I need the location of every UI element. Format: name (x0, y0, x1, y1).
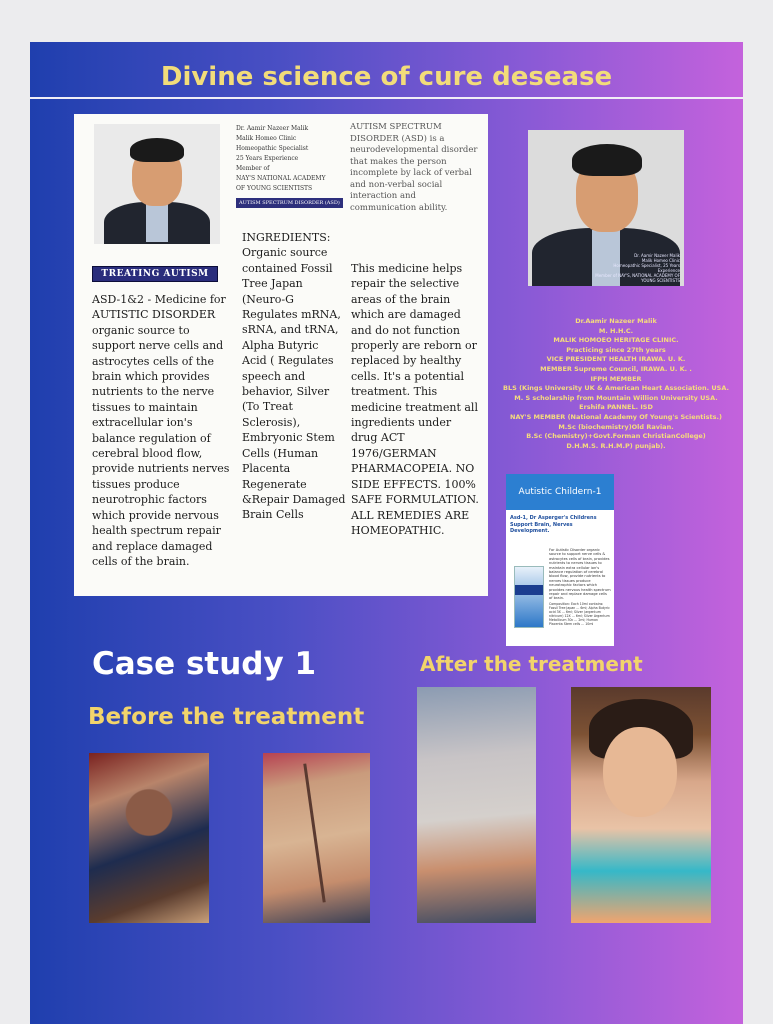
poster (30, 42, 743, 1024)
asd-definition: AUTISM SPECTRUM DISORDER (ASD) is a neurodevelopmental disorder that makes the person incomplete by lack of verbal and non-verbal social interaction and communication ability. (350, 122, 478, 213)
product-box (514, 566, 544, 628)
article-column-3: This medicine helps repair the selective areas of the brain which are damaged and do not function properly are reborn or replaced by healthy cells. It's a potential treatment. This medicine treatment all ingredients under drug ACT 1976/GERMAN PHARMACOPEIA. NO SIDE EFFECTS. 100% SAFE FORMULATION. ALL REMEDIES ARE HOMEOPATHIC. (351, 262, 479, 537)
page-title: Divine science of cure desease (160, 62, 613, 92)
newspaper-clipping (74, 114, 488, 596)
after-photo-2 (571, 687, 711, 923)
portrait-caption: Dr. Aamir Nazeer Malik Malik Homeo Clinic Homeopathic Specialist, 25 Years Experience Member of NAY'S, NATIONAL ACADEMY OF YOUNG SCIENTISTS (595, 253, 680, 283)
product-card (506, 474, 614, 646)
doctor-portrait (528, 130, 684, 286)
article-column-2: INGREDIENTS: Organic source contained Fossil Tree Japan (Neuro-G Regulates mRNA, sRNA, and tRNA, Alpha Butyric Acid ( Regulates speech and behavior, Silver (To Treat Sclerosis), Embryonic Stem Cells (Human Placenta Regenerate &Repair Damaged Brain Cells (242, 231, 346, 522)
title-divider (30, 97, 743, 99)
doctor-photo-small (94, 124, 220, 244)
before-photo-2 (263, 753, 370, 923)
before-photo-1 (89, 753, 209, 923)
case-study-heading: Case study 1 (92, 646, 317, 682)
portrait-figure (94, 124, 220, 244)
product-header: Autistic Childern-1 (506, 474, 614, 510)
treating-autism-label: TREATING AUTISM (92, 266, 218, 282)
product-subtitle: Asd-1, Dr Asperger's Childrens Support Brain, Nerves Development. (510, 515, 597, 534)
bio-snippet: Dr. Aamir Nazeer Malik Malik Homeo Clinic Homeopathic Specialist 25 Years Experience Member of NAY'S NATIONAL ACADEMY OF YOUNG SCIENTISTS AUTISM SPECTRUM DISORDER (ASD) (236, 124, 346, 208)
doctor-credentials: Dr.Aamir Nazeer Malik M. H.H.C. MALIK HOMOEO HERITAGE CLINIC. Practicing since 27th years VICE PRESIDENT HEALTH IRAWA. U. K. MEMBER Supreme Council, IRAWA. U. K. . IFPH MEMBER BLS (Kings University UK & American Heart Association. USA. M. S scholarship from Mountain Willion University USA. Ershifa PANNEL. ISD NAY'S MEMBER (National Academy Of Young's Scientists.) M.Sc (biochemistry)Old Ravian. B.Sc (Chemistry)+Govt.Forman ChristianCollege) D.H.M.S. R.H.M.P) punjab). (503, 317, 729, 450)
product-composition: Composition: Each 10ml contains: Fossil Tree Japan ... 6ml; Alpha Butyric acid 3X ... 6ml; Silver (argentum nitricum) 12X ... 6ml; Silver Argentum Metallicum 30c ... 2ml; Human Placenta Stem cells ... 10ml (549, 602, 610, 626)
article-column-1: ASD-1&2 - Medicine for AUTISTIC DISORDER organic source to support nerve cells and astrocytes cells of the brain which provides nutrients to the nerve tissues to maintain extracellular ion's balance regulation of cerebral blood flow, provide nutrients nerves tissues produce neurotrophic factors which provide nervous health spectrum repair and replace damaged cells of the brain. (92, 293, 230, 568)
after-photo-1 (417, 687, 536, 923)
before-heading: Before the treatment (88, 704, 365, 730)
product-description: For Autistic Disorder organic source to support nerve cells & astrocytes cells of brain, provides nutrients to nerves tissues to maintain extra cellular ion's balance regulation of cerebral blood flow, provide nutrients to nerves tissues produce neurotrophic factors which provides nervous health spectrum repair and replace damage cells of brain. (549, 548, 611, 601)
after-heading: After the treatment (420, 652, 643, 676)
bio-strip: AUTISM SPECTRUM DISORDER (ASD) (236, 198, 343, 208)
